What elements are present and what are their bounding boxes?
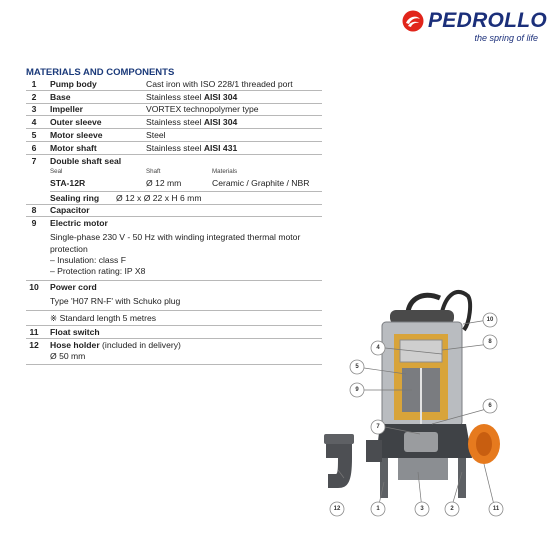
svg-text:11: 11 — [492, 506, 500, 512]
component-row — [26, 142, 322, 155]
callout-8 — [483, 335, 497, 349]
cord-length: ※ Standard length 5 metres — [50, 313, 157, 323]
material-text: Steel — [146, 130, 166, 141]
component-part: Motor sleeve — [50, 130, 103, 141]
component-part: Impeller — [50, 104, 83, 115]
svg-text:3: 3 — [420, 506, 424, 512]
component-material — [146, 143, 322, 153]
component-material — [146, 117, 322, 127]
component-number: 12 — [29, 340, 39, 351]
motor-description: Single-phase 230 V - 50 Hz with winding integrated thermal motor — [50, 232, 301, 243]
component-row-seal — [26, 155, 322, 205]
component-material — [146, 130, 322, 140]
component-row — [26, 78, 322, 91]
svg-text:9: 9 — [355, 387, 359, 393]
seal-materials: Ceramic / Graphite / NBR — [212, 177, 310, 188]
component-number: 2 — [31, 91, 37, 102]
materials-table — [26, 78, 322, 365]
material-text: Stainless steel — [146, 142, 204, 153]
component-part: Capacitor — [50, 205, 90, 216]
callout-12 — [330, 502, 344, 516]
sealing-ring-label: Sealing ring — [50, 192, 100, 203]
material-text: Stainless steel — [146, 91, 204, 102]
component-row-capacitor — [26, 205, 322, 218]
component-part: Hose holder — [50, 340, 100, 351]
component-part: Pump body — [50, 78, 97, 89]
seal-specs — [26, 167, 322, 189]
component-part: Motor shaft — [50, 142, 97, 153]
pump-cutaway-illustration — [322, 282, 542, 524]
callout-2 — [445, 502, 459, 516]
pedrollo-swirl-icon — [402, 10, 424, 32]
material-grade: AISI 431 — [203, 142, 238, 153]
component-part: Outer sleeve — [50, 117, 102, 128]
component-number: 10 — [29, 281, 39, 292]
component-row-cord — [26, 281, 322, 327]
material-text: Stainless steel — [146, 117, 204, 128]
hose-note: (included in delivery) — [99, 340, 181, 351]
callout-4 — [371, 341, 385, 355]
component-number: 7 — [31, 155, 37, 166]
svg-text:1: 1 — [376, 506, 380, 512]
motor-protection: – Protection rating: IP X8 — [50, 266, 146, 277]
pedrollo-logo — [402, 4, 548, 48]
hose-diameter: Ø 50 mm — [50, 351, 86, 361]
component-number: 4 — [31, 117, 37, 128]
section-title: MATERIALS AND COMPONENTS — [26, 67, 175, 78]
motor-insulation: – Insulation: class F — [50, 254, 126, 265]
svg-text:2: 2 — [450, 506, 454, 512]
brand-tagline: the spring of life — [474, 33, 538, 43]
callout-10 — [483, 313, 497, 327]
callout-11 — [489, 502, 503, 516]
component-part: Power cord — [50, 281, 97, 292]
motor-description-cont: protection — [50, 243, 88, 254]
material-text: VORTEX technopolymer type — [146, 104, 259, 115]
component-number: 11 — [29, 327, 39, 338]
material-text: Cast iron with ISO 228/1 threaded port — [146, 78, 293, 89]
callout-1 — [371, 502, 385, 516]
callout-5 — [350, 360, 364, 374]
component-row — [26, 116, 322, 129]
component-row — [26, 91, 322, 104]
materials-header: Materials — [212, 167, 238, 175]
seal-code: STA-12R — [50, 177, 86, 188]
component-part: Base — [50, 91, 71, 102]
component-part: Double shaft seal — [50, 155, 122, 166]
component-row-float — [26, 326, 322, 339]
svg-text:7: 7 — [376, 424, 380, 430]
material-grade: AISI 304 — [203, 117, 238, 128]
component-row-hose — [26, 339, 322, 365]
component-number: 1 — [31, 78, 37, 89]
callout-9 — [350, 383, 364, 397]
component-number: 3 — [31, 104, 37, 115]
svg-text:10: 10 — [486, 317, 494, 323]
sealing-ring-value: Ø 12 x Ø 22 x H 6 mm — [116, 192, 202, 203]
component-part: Float switch — [50, 327, 100, 338]
svg-text:6: 6 — [488, 403, 492, 409]
component-row — [26, 129, 322, 142]
seal-shaft: Ø 12 mm — [146, 177, 182, 188]
component-number: 8 — [31, 205, 37, 216]
svg-text:4: 4 — [376, 345, 380, 351]
component-material — [146, 92, 322, 102]
component-number: 9 — [31, 218, 37, 229]
callout-7 — [371, 420, 385, 434]
callout-3 — [415, 502, 429, 516]
svg-text:12: 12 — [333, 506, 341, 512]
component-material — [146, 79, 322, 89]
component-material — [146, 104, 322, 114]
svg-text:5: 5 — [355, 364, 359, 370]
component-part: Electric motor — [50, 218, 108, 229]
cord-type: Type 'H07 RN-F' with Schuko plug — [26, 293, 322, 311]
callout-6 — [483, 399, 497, 413]
component-row-motor — [26, 217, 322, 280]
component-number: 6 — [31, 142, 37, 153]
brand-name: PEDROLLO — [428, 9, 548, 32]
material-grade: AISI 304 — [203, 91, 238, 102]
shaft-header: Shaft — [146, 167, 161, 175]
svg-text:8: 8 — [488, 339, 492, 345]
component-number: 5 — [31, 130, 37, 141]
seal-header: Seal — [50, 167, 63, 175]
component-row — [26, 104, 322, 117]
